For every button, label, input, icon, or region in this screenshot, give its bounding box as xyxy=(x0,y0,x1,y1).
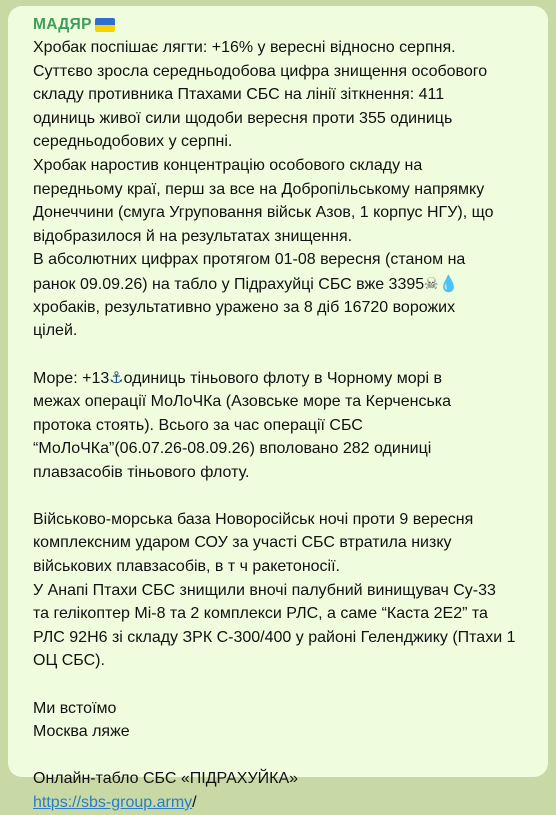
text-line: цілей. xyxy=(33,322,78,340)
text-line: Москва ляже xyxy=(33,723,130,741)
text-line: Донеччини (смуга Угруповання військ Азов, 1 корпус НГУ), що xyxy=(33,204,494,222)
message-bubble xyxy=(8,6,548,811)
skull-crossbones-icon: ☠ xyxy=(424,273,439,293)
text-line: плавзасобів тіньового флоту. xyxy=(33,463,250,481)
sender-name[interactable] xyxy=(33,14,548,36)
text-line: складу противника Птахами СБС на лінії зіткнення: 411 xyxy=(33,86,445,104)
text-line: У Анапі Птахи СБС знищили вночі палубний винищувач Су-33 xyxy=(33,581,496,599)
text-line: середньодобових у серпні. xyxy=(33,133,233,151)
text-line: протока стоять). Всього за час операції СБС xyxy=(33,416,363,434)
sbs-group-link[interactable]: https://sbs-group.army xyxy=(33,794,193,811)
link-line: https://sbs-group.army/ xyxy=(33,794,197,811)
text-line: відобразилося й на результатах знищення. xyxy=(33,227,353,245)
blood-drop-icon: 💧 xyxy=(438,273,459,293)
paragraph-1 xyxy=(33,36,548,272)
paragraph-3 xyxy=(33,508,548,673)
text-line: Суттєво зросла середньодобова цифра знищення особового xyxy=(33,62,488,80)
text-line: Військово-морська база Новоросійськ ночі проти 9 вересня xyxy=(33,510,474,528)
text-line: ОЦ СБС). xyxy=(33,652,105,670)
text-line: військових плавзасобів, в т ч ракетоносії. xyxy=(33,558,340,576)
ukraine-flag-icon xyxy=(95,18,115,32)
paragraph-2 xyxy=(33,390,548,484)
text-line: ранок 09.09.26) на табло у Підрахуйці СБС вже 3395☠💧 xyxy=(33,273,459,293)
text-line: “МоЛоЧКа”(06.07.26-08.09.26) вполовано 282 одиниці xyxy=(33,440,432,458)
text-line: Хробак наростив концентрацію особового складу на xyxy=(33,156,423,174)
text-line: передньому краї, перш за все на Добропільському напрямку xyxy=(33,180,485,198)
text-line: В абсолютних цифрах протягом 01-08 вересня (станом на xyxy=(33,251,466,269)
footer-label: Онлайн-табло СБС «ПІДРАХУЙКА» xyxy=(33,770,299,788)
sender-name-text[interactable]: МАДЯР xyxy=(33,16,92,33)
anchor-icon: ⚓ xyxy=(109,368,124,388)
text-line: комплексним ударом СОУ за участі СБС втратила низку xyxy=(33,534,452,552)
text-line: межах операції МоЛоЧКа (Азовське море та Керченська xyxy=(33,392,452,410)
paragraph-4 xyxy=(33,697,548,744)
message-text xyxy=(33,36,548,815)
text-line: Хробак поспішає лягти: +16% у вересні відносно серпня. xyxy=(33,39,456,56)
text-line: та гелікоптер Мі-8 та 2 комплекси РЛС, а саме “Каста 2Е2” та xyxy=(33,605,488,623)
text-line: Море: +13⚓одиниць тіньового флоту в Чорному морі в xyxy=(33,368,443,388)
text-line: Ми встоїмо xyxy=(33,699,117,717)
text-line: одиниць живої сили щодоби вересня проти 355 одиниць xyxy=(33,109,453,127)
text-line: РЛС 92Н6 зі складу ЗРК С-300/400 у районі Геленджику (Птахи 1 xyxy=(33,628,516,646)
text-line: хробаків, результативно уражено за 8 діб 16720 ворожих xyxy=(33,298,456,316)
